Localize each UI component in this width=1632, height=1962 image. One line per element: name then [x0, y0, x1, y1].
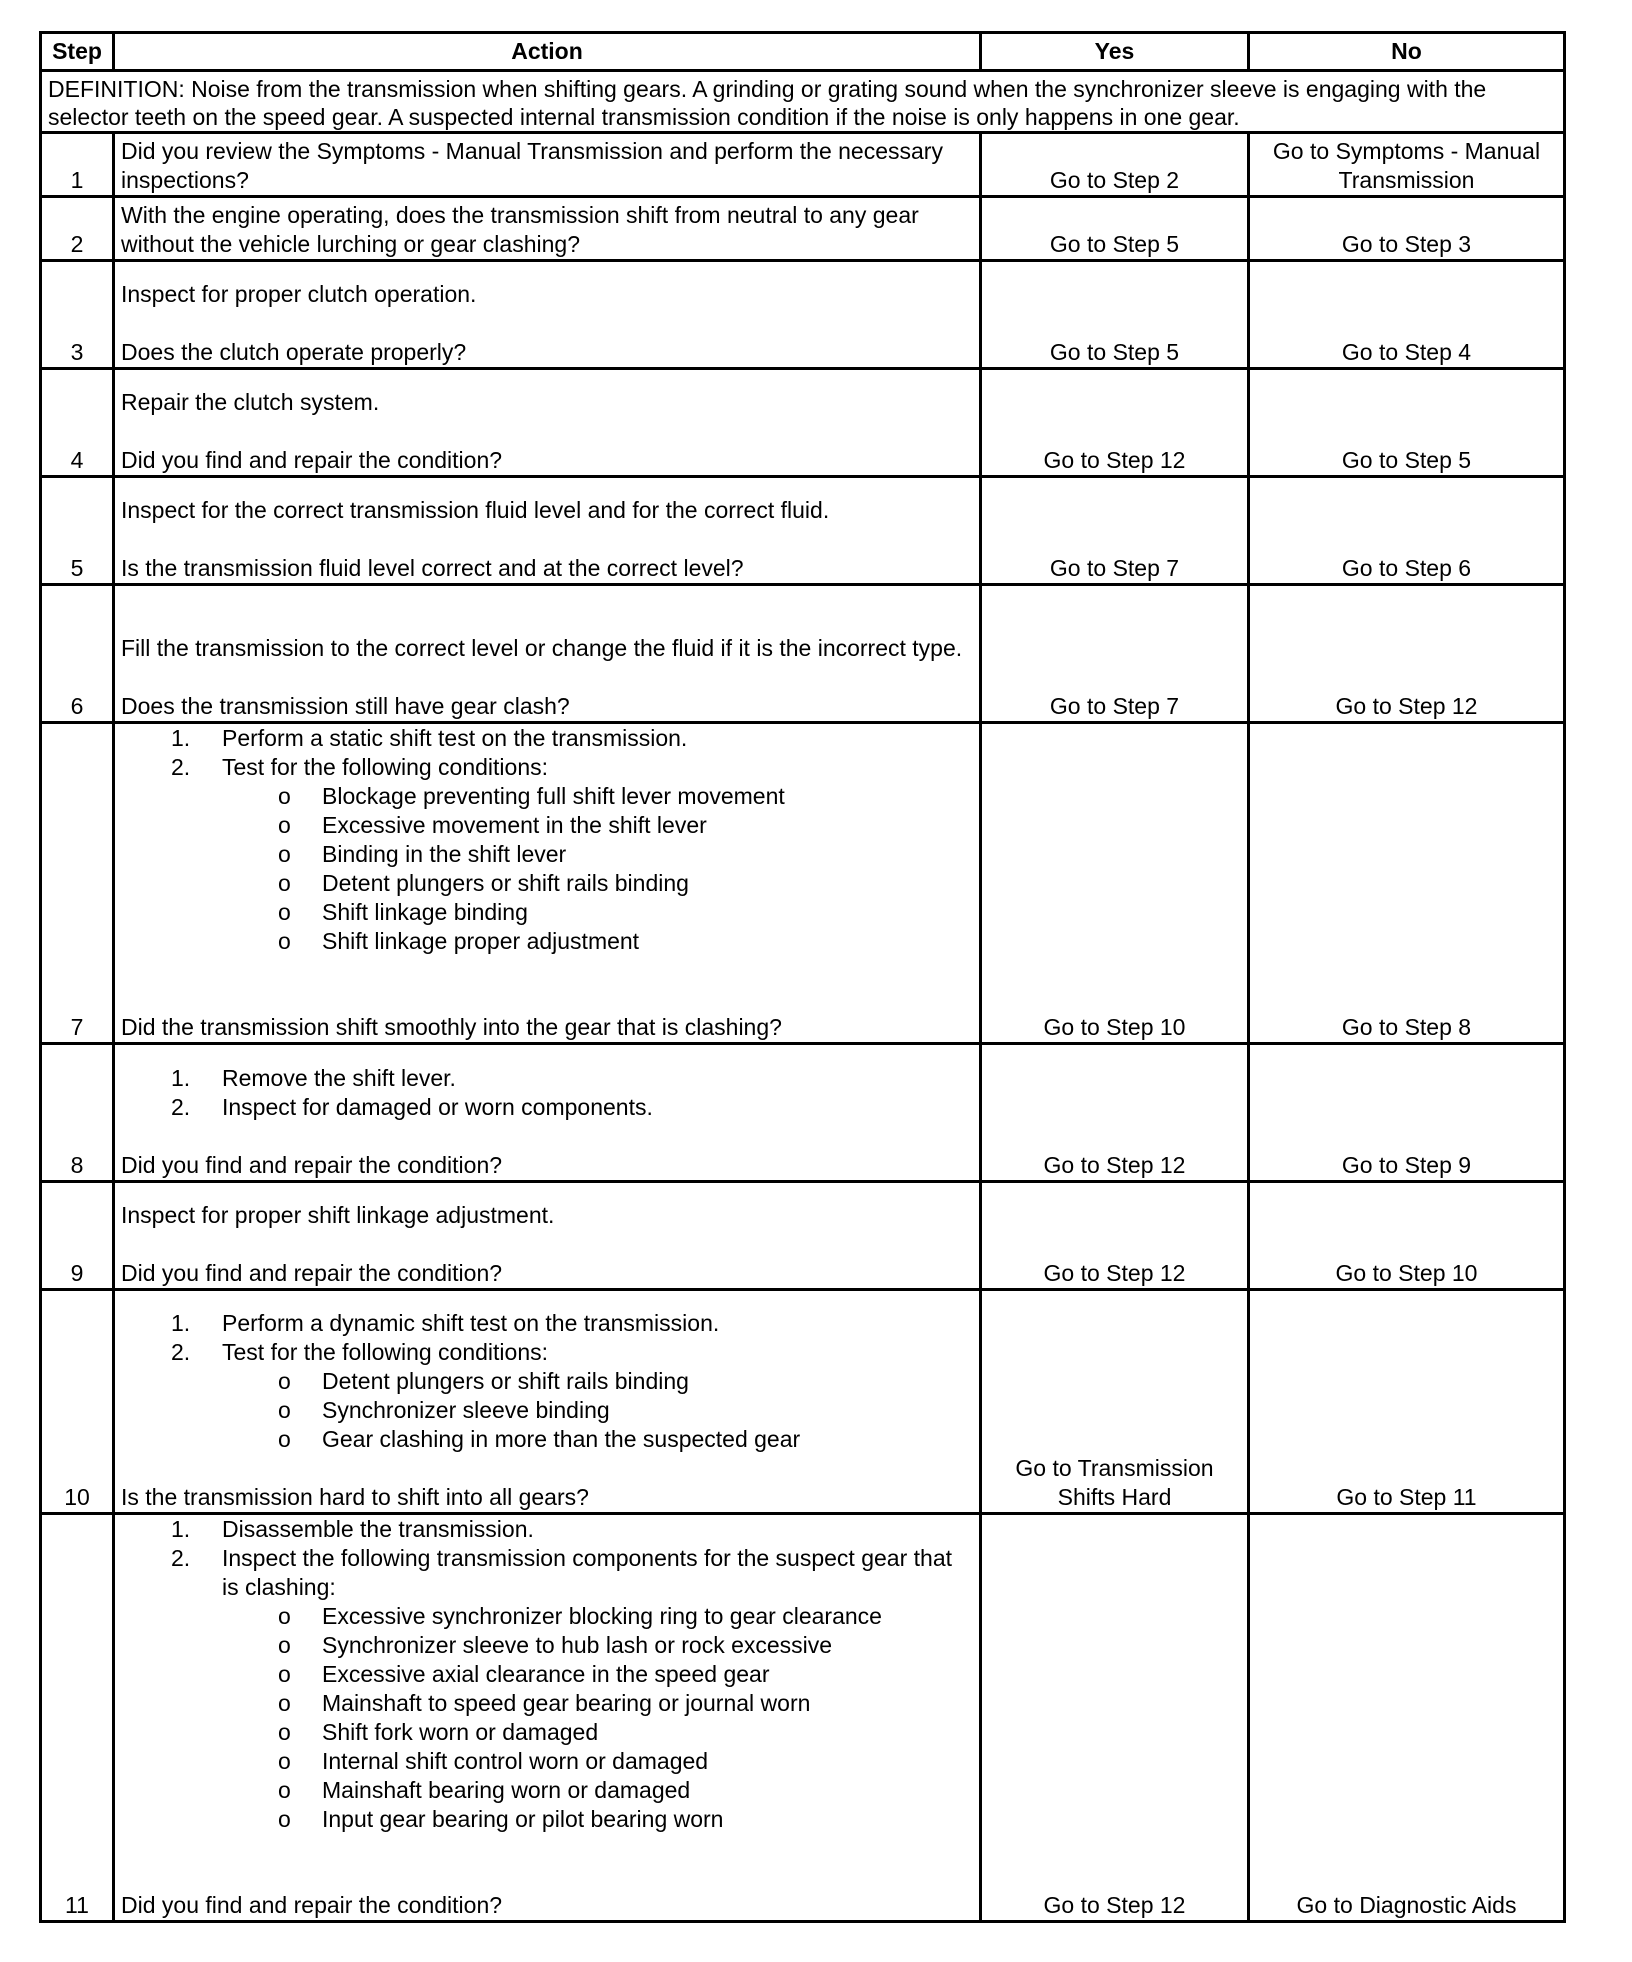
- yes-answer: Go to Step 5: [981, 197, 1249, 261]
- yes-answer: Go to Step 12: [981, 1044, 1249, 1182]
- step-number: 6: [41, 585, 114, 723]
- list-item: [121, 1338, 973, 1367]
- no-answer: Go to Symptoms - Manual Transmission: [1249, 133, 1565, 197]
- no-answer: Go to Step 3: [1249, 197, 1565, 261]
- list-item: [121, 1309, 973, 1338]
- step-question: Does the clutch operate properly?: [121, 339, 467, 365]
- table-row: [41, 585, 1565, 723]
- sublist-text: Synchronizer sleeve to hub lash or rock excessive: [322, 1632, 833, 1658]
- bullet-icon: o: [278, 1603, 291, 1629]
- step-question: Is the transmission fluid level correct and at the correct level?: [121, 555, 744, 581]
- list-item: [121, 724, 973, 753]
- step-question: Did you find and repair the condition?: [121, 1892, 503, 1918]
- definition-row: [41, 71, 1565, 133]
- list-item: [121, 1544, 973, 1602]
- list-text: Disassemble the transmission.: [222, 1516, 534, 1542]
- header-step: Step: [41, 33, 114, 71]
- no-answer: Go to Step 6: [1249, 477, 1565, 585]
- list-text: Test for the following conditions:: [222, 1339, 549, 1365]
- sublist-item: [121, 1805, 973, 1834]
- step-number: 10: [41, 1290, 114, 1514]
- sublist-text: Excessive movement in the shift lever: [322, 812, 707, 838]
- step-instruction: Repair the clutch system.: [121, 389, 380, 415]
- step-action: [114, 133, 981, 197]
- sublist-text: Shift linkage proper adjustment: [322, 928, 640, 954]
- list-number: 1.: [171, 1065, 191, 1091]
- bullet-icon: o: [278, 899, 291, 925]
- step-instruction: Inspect for the correct transmission fluid level and for the correct fluid.: [121, 497, 830, 523]
- table-row: [41, 1182, 1565, 1290]
- spacer: [121, 1122, 973, 1151]
- yes-answer: Go to Step 10: [981, 723, 1249, 1044]
- table-row: [41, 133, 1565, 197]
- list-text: Inspect the following transmission components for the suspect gear that is clashing:: [222, 1545, 953, 1600]
- list-number: 1.: [171, 1310, 191, 1336]
- step-question: Did you find and repair the condition?: [121, 1152, 503, 1178]
- sublist-item: [121, 1776, 973, 1805]
- bullet-icon: o: [278, 841, 291, 867]
- step-question: Did you find and repair the condition?: [121, 1260, 503, 1286]
- step-instruction: Fill the transmission to the correct level or change the fluid if it is the incorrect type.: [121, 635, 963, 661]
- sublist-item: [121, 1718, 973, 1747]
- table-row: [41, 1290, 1565, 1514]
- yes-answer: Go to Step 7: [981, 477, 1249, 585]
- sublist-item: [121, 1689, 973, 1718]
- list-number: 2.: [171, 1545, 191, 1571]
- bullet-icon: o: [278, 1777, 291, 1803]
- step-number: 5: [41, 477, 114, 585]
- bullet-icon: o: [278, 928, 291, 954]
- table-row: [41, 369, 1565, 477]
- step-action: [114, 369, 981, 477]
- bullet-icon: o: [278, 812, 291, 838]
- sublist-text: Mainshaft to speed gear bearing or journal worn: [322, 1690, 811, 1716]
- step-action: [114, 1290, 981, 1514]
- step-action: [114, 261, 981, 369]
- yes-answer: Go to Step 7: [981, 585, 1249, 723]
- no-answer: Go to Diagnostic Aids: [1249, 1514, 1565, 1922]
- header-no: No: [1249, 33, 1565, 71]
- no-answer: Go to Step 4: [1249, 261, 1565, 369]
- no-answer: Go to Step 8: [1249, 723, 1565, 1044]
- diagnostic-table: [39, 31, 1566, 1923]
- sublist-item: [121, 927, 973, 956]
- bullet-icon: o: [278, 1719, 291, 1745]
- spacer: [121, 985, 973, 1013]
- sublist-text: Excessive axial clearance in the speed gear: [322, 1661, 770, 1687]
- sublist-text: Blockage preventing full shift lever movement: [322, 783, 785, 809]
- yes-answer: Go to Step 12: [981, 1182, 1249, 1290]
- header-action: Action: [114, 33, 981, 71]
- step-number: 3: [41, 261, 114, 369]
- step-question: Did you find and repair the condition?: [121, 447, 503, 473]
- spacer: [121, 309, 973, 338]
- sublist-item: [121, 1396, 973, 1425]
- list-item: [121, 1515, 973, 1544]
- list-item: [121, 1064, 973, 1093]
- step-action: [114, 1182, 981, 1290]
- sublist-item: [121, 1631, 973, 1660]
- sublist-item: [121, 811, 973, 840]
- bullet-icon: o: [278, 870, 291, 896]
- table-row: [41, 1514, 1565, 1922]
- bullet-icon: o: [278, 1748, 291, 1774]
- list-number: 2.: [171, 754, 191, 780]
- step-number: 4: [41, 369, 114, 477]
- list-number: 2.: [171, 1094, 191, 1120]
- sublist-item: [121, 1660, 973, 1689]
- sublist-text: Internal shift control worn or damaged: [322, 1748, 709, 1774]
- list-text: Remove the shift lever.: [222, 1065, 456, 1091]
- bullet-icon: o: [278, 1632, 291, 1658]
- yes-answer: Go to Step 2: [981, 133, 1249, 197]
- step-question: Did the transmission shift smoothly into the gear that is clashing?: [121, 1014, 782, 1040]
- sublist-text: Excessive synchronizer blocking ring to gear clearance: [322, 1603, 882, 1629]
- sublist-text: Synchronizer sleeve binding: [322, 1397, 610, 1423]
- list-number: 2.: [171, 1339, 191, 1365]
- step-question: Is the transmission hard to shift into all gears?: [121, 1484, 589, 1510]
- no-answer: Go to Step 11: [1249, 1290, 1565, 1514]
- list-item: [121, 753, 973, 782]
- step-number: 1: [41, 133, 114, 197]
- bullet-icon: o: [278, 1426, 291, 1452]
- header-row: [41, 33, 1565, 71]
- table-row: [41, 1044, 1565, 1182]
- sublist-item: [121, 1425, 973, 1454]
- step-number: 9: [41, 1182, 114, 1290]
- spacer: [121, 1834, 973, 1863]
- step-instruction: Inspect for proper shift linkage adjustment.: [121, 1202, 555, 1228]
- spacer: [121, 663, 973, 692]
- spacer: [121, 1863, 973, 1891]
- table-row: [41, 477, 1565, 585]
- sublist-text: Binding in the shift lever: [322, 841, 567, 867]
- bullet-icon: o: [278, 1368, 291, 1394]
- sublist-text: Detent plungers or shift rails binding: [322, 870, 689, 896]
- no-answer: Go to Step 9: [1249, 1044, 1565, 1182]
- step-action: [114, 1514, 981, 1922]
- sublist-item: [121, 1602, 973, 1631]
- sublist-item: [121, 1367, 973, 1396]
- step-question: With the engine operating, does the transmission shift from neutral to any gear without the vehicle lurching or gear clashing?: [121, 202, 919, 257]
- table-row: [41, 723, 1565, 1044]
- no-answer: Go to Step 10: [1249, 1182, 1565, 1290]
- step-question: Does the transmission still have gear clash?: [121, 693, 570, 719]
- list-number: 1.: [171, 1516, 191, 1542]
- definition-text: DEFINITION: Noise from the transmission when shifting gears. A grinding or grating sound when the synchronizer sleeve is engaging with the selector teeth on the speed gear. A suspected internal transmission condition if the noise is only happens in one gear.: [41, 71, 1565, 133]
- yes-answer: Go to Step 5: [981, 261, 1249, 369]
- sublist-text: Mainshaft bearing worn or damaged: [322, 1777, 691, 1803]
- list-number: 1.: [171, 725, 191, 751]
- sublist-text: Gear clashing in more than the suspected gear: [322, 1426, 801, 1452]
- yes-answer: Go to Transmission Shifts Hard: [981, 1290, 1249, 1514]
- bullet-icon: o: [278, 1690, 291, 1716]
- bullet-icon: o: [278, 1661, 291, 1687]
- table-row: [41, 261, 1565, 369]
- list-text: Perform a dynamic shift test on the transmission.: [222, 1310, 720, 1336]
- no-answer: Go to Step 5: [1249, 369, 1565, 477]
- sublist-text: Shift linkage binding: [322, 899, 528, 925]
- sublist-text: Input gear bearing or pilot bearing worn: [322, 1806, 724, 1832]
- step-action: [114, 197, 981, 261]
- sublist-item: [121, 782, 973, 811]
- bullet-icon: o: [278, 1397, 291, 1423]
- sublist-text: Shift fork worn or damaged: [322, 1719, 599, 1745]
- bullet-icon: o: [278, 1806, 291, 1832]
- step-number: 8: [41, 1044, 114, 1182]
- bullet-icon: o: [278, 783, 291, 809]
- step-action: [114, 1044, 981, 1182]
- list-text: Perform a static shift test on the transmission.: [222, 725, 688, 751]
- header-yes: Yes: [981, 33, 1249, 71]
- step-number: 7: [41, 723, 114, 1044]
- sublist-item: [121, 1747, 973, 1776]
- sublist-item: [121, 869, 973, 898]
- sublist-item: [121, 898, 973, 927]
- step-action: [114, 723, 981, 1044]
- spacer: [121, 417, 973, 446]
- list-text: Inspect for damaged or worn components.: [222, 1094, 653, 1120]
- sublist-text: Detent plungers or shift rails binding: [322, 1368, 689, 1394]
- step-action: [114, 585, 981, 723]
- yes-answer: Go to Step 12: [981, 369, 1249, 477]
- spacer: [121, 956, 973, 985]
- table-row: [41, 197, 1565, 261]
- step-action: [114, 477, 981, 585]
- spacer: [121, 1454, 973, 1483]
- step-number: 11: [41, 1514, 114, 1922]
- step-number: 2: [41, 197, 114, 261]
- list-item: [121, 1093, 973, 1122]
- spacer: [121, 1230, 973, 1259]
- sublist-item: [121, 840, 973, 869]
- step-question: Did you review the Symptoms - Manual Transmission and perform the necessary inspections?: [121, 138, 943, 193]
- spacer: [121, 525, 973, 554]
- no-answer: Go to Step 12: [1249, 585, 1565, 723]
- list-text: Test for the following conditions:: [222, 754, 549, 780]
- step-instruction: Inspect for proper clutch operation.: [121, 281, 477, 307]
- yes-answer: Go to Step 12: [981, 1514, 1249, 1922]
